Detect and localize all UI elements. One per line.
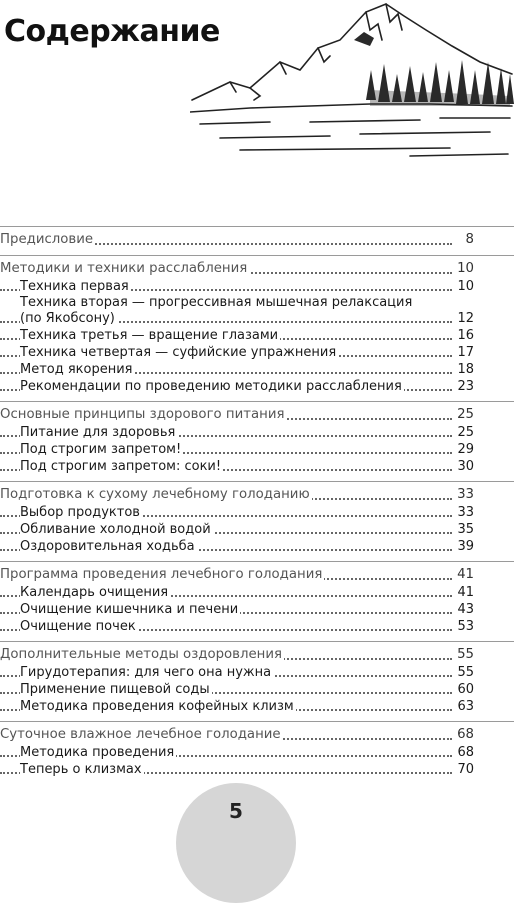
toc-item-entry[interactable] <box>0 664 514 681</box>
toc-page-number: 39 <box>457 539 474 554</box>
toc-item-title: Оздоровительная ходьба <box>20 539 195 554</box>
toc-item-title: Под строгим запретом! <box>20 442 182 457</box>
toc-item-entry[interactable] <box>0 504 514 521</box>
toc-item-entry[interactable] <box>0 295 514 310</box>
toc-section <box>0 641 514 715</box>
toc-page-number: 41 <box>457 567 474 582</box>
toc-item-title: Гирудотерапия: для чего она нужна <box>20 665 272 680</box>
toc-page-number: 33 <box>457 505 474 520</box>
toc-item-title: Питание для здоровья <box>20 425 176 440</box>
toc-page-number: 10 <box>457 261 474 276</box>
toc-item-entry[interactable] <box>0 698 514 715</box>
toc-page-number: 63 <box>457 699 474 714</box>
toc-page-number: 43 <box>457 602 474 617</box>
toc-page-number: 35 <box>457 522 474 537</box>
toc-section <box>0 401 514 475</box>
toc-section-title: Подготовка к сухому лечебному голоданию <box>0 487 310 502</box>
toc-item-title: Техника вторая — прогрессивная мышечная релаксация <box>20 295 413 310</box>
toc-page-number: 55 <box>457 665 474 680</box>
toc-page-number: 25 <box>457 407 474 422</box>
toc-item-title: Обливание холодной водой <box>20 522 211 537</box>
toc-item-entry[interactable] <box>0 424 514 441</box>
toc-item-title: Техника первая <box>20 279 129 294</box>
toc-section-title: Суточное влажное лечебное голодание <box>0 727 281 742</box>
toc-section-title: Программа проведения лечебного голодания <box>0 567 323 582</box>
toc-page-number: 41 <box>457 585 474 600</box>
page-number: 5 <box>229 799 243 823</box>
toc-page-number: 29 <box>457 442 474 457</box>
table-of-contents <box>0 226 514 784</box>
mountain-landscape-illustration <box>190 0 514 170</box>
toc-section-entry[interactable] <box>0 485 514 504</box>
toc-section <box>0 561 514 635</box>
toc-page-number: 16 <box>457 328 474 343</box>
toc-item-title: Техника четвертая — суфийские упражнения <box>20 345 337 360</box>
toc-page-number: 25 <box>457 425 474 440</box>
toc-item-entry[interactable] <box>0 681 514 698</box>
toc-item-entry[interactable] <box>0 327 514 344</box>
toc-page-number: 12 <box>457 311 474 326</box>
toc-section-title: Методики и техники расслабления <box>0 261 248 276</box>
toc-page-number: 53 <box>457 619 474 634</box>
page-title: Содержание <box>4 14 220 49</box>
toc-section <box>0 481 514 555</box>
toc-item-entry[interactable] <box>0 441 514 458</box>
toc-page-number: 10 <box>457 279 474 294</box>
toc-item-entry[interactable] <box>0 601 514 618</box>
toc-item-title: Очищение почек <box>20 619 136 634</box>
toc-item-title: Методика проведения кофейных клизм <box>20 699 294 714</box>
toc-section-entry[interactable] <box>0 230 514 249</box>
toc-page-number: 23 <box>457 379 474 394</box>
toc-section-entry[interactable] <box>0 405 514 424</box>
toc-page-number: 17 <box>457 345 474 360</box>
toc-section-title: Основные принципы здорового питания <box>0 407 285 422</box>
toc-item-title-continued: (по Якобсону) <box>20 311 115 326</box>
toc-page-number: 68 <box>457 727 474 742</box>
page-number-badge <box>176 783 296 903</box>
toc-item-title: Применение пищевой соды <box>20 682 210 697</box>
toc-item-entry[interactable] <box>0 278 514 295</box>
toc-page-number: 8 <box>465 232 474 247</box>
toc-page-number: 70 <box>457 762 474 777</box>
toc-section-entry[interactable] <box>0 259 514 278</box>
toc-item-title: Календарь очищения <box>20 585 169 600</box>
toc-section <box>0 721 514 778</box>
toc-item-entry[interactable] <box>0 538 514 555</box>
toc-page-number: 60 <box>457 682 474 697</box>
toc-page-number: 55 <box>457 647 474 662</box>
toc-section-entry[interactable] <box>0 645 514 664</box>
toc-section <box>0 255 514 395</box>
toc-page-number: 30 <box>457 459 474 474</box>
toc-section-entry[interactable] <box>0 565 514 584</box>
toc-item-title: Очищение кишечника и печени <box>20 602 239 617</box>
toc-item-title: Методика проведения <box>20 745 175 760</box>
toc-item-entry[interactable] <box>0 761 514 778</box>
toc-section-title: Предисловие <box>0 232 94 247</box>
toc-item-entry[interactable] <box>0 458 514 475</box>
toc-item-title: Теперь о клизмах <box>20 762 142 777</box>
toc-section <box>0 226 514 249</box>
toc-item-entry[interactable] <box>0 744 514 761</box>
toc-section-title: Дополнительные методы оздоровления <box>0 647 283 662</box>
toc-item-title: Выбор продуктов <box>20 505 140 520</box>
toc-item-title: Техника третья — вращение глазами <box>20 328 279 343</box>
toc-item-title: Метод якорения <box>20 362 133 377</box>
toc-item-entry[interactable] <box>0 344 514 361</box>
toc-item-entry[interactable] <box>0 521 514 538</box>
toc-section-entry[interactable] <box>0 725 514 744</box>
toc-page-number: 68 <box>457 745 474 760</box>
toc-page-number: 18 <box>457 362 474 377</box>
toc-page-number: 33 <box>457 487 474 502</box>
toc-item-entry[interactable] <box>0 361 514 378</box>
toc-item-entry[interactable] <box>0 584 514 601</box>
toc-item-entry[interactable] <box>0 378 514 395</box>
toc-item-entry[interactable] <box>0 618 514 635</box>
toc-item-title: Под строгим запретом: соки! <box>20 459 222 474</box>
toc-item-title: Рекомендации по проведению методики расслабления <box>20 379 402 394</box>
toc-item-entry-continued[interactable] <box>0 310 514 327</box>
